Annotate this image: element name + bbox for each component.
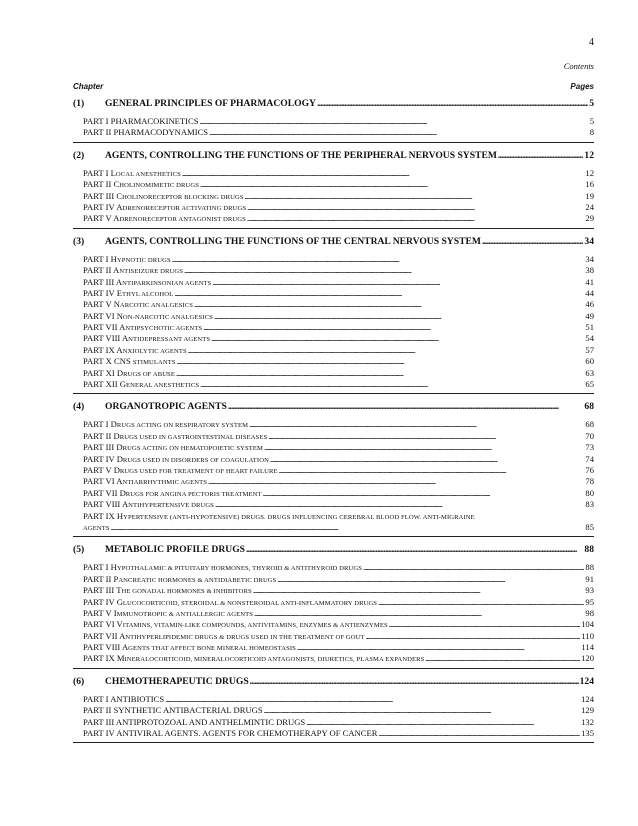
part-title-lead: PART II A [83,265,120,276]
dot-leader [172,254,585,264]
part-title [83,379,199,389]
part-title [83,322,202,332]
toc-part-entry[interactable] [73,431,594,442]
part-title-lead: PART IX H [83,510,124,521]
part-title [83,619,388,629]
toc-part-entry[interactable] [73,322,594,333]
chapter-title: AGENTS, CONTROLLING THE FUNCTIONS OF THE PERIPHERAL NERVOUS SYSTEM [105,149,497,161]
page-number: 4 [589,37,594,48]
dot-leader [211,333,584,343]
chapter-page-number: 124 [579,675,594,687]
part-title-rest: LUCOCORTICOID, STEROIDAL & NONSTEROIDAL ANTI-INFLAMMATORY DRUGS [122,599,378,607]
part-page-number: 85 [585,521,594,532]
part-title-lead: PART II PHARMACODYNAMICS [83,127,209,138]
part-title-lead: PART VII A [83,322,126,333]
part-title-rest: RUGS ACTING ON HEMATOPOIETIC SYSTEM [122,445,263,453]
toc-part-entry[interactable] [73,277,594,288]
dot-leader [245,191,585,201]
toc-part-entry[interactable] [73,574,594,585]
dot-leader [250,676,579,687]
toc-part-entry[interactable] [73,311,594,322]
toc-part-entry[interactable] [73,168,594,179]
part-title-rest: AGENTS [83,524,110,532]
toc-part-entry[interactable] [73,116,594,127]
part-title-lead: PART VII D [83,487,126,498]
part-title-rest: HOLINORECEPTOR BLOCKING DRUGS [122,193,244,201]
part-page-number: 57 [585,344,594,355]
toc-part-entry[interactable] [73,454,594,465]
part-title-rest: THYL ALCOHOL [121,290,174,298]
part-title-rest: NTISEIZURE DRUGS [119,268,183,276]
part-title-lead: PART V I [83,607,117,618]
part-page-number: 29 [585,213,594,224]
dot-leader [188,345,585,355]
part-title-rest: DRENORECEPTOR ACTIVATING DRUGS [122,204,247,212]
part-page-number: 70 [585,430,594,441]
dot-leader [378,597,584,607]
toc-part-entry[interactable] [73,265,594,276]
part-title [83,368,175,378]
part-page-number: 76 [585,464,594,475]
part-title-rest: NTIARRHYTHMIC AGENTS [122,479,208,487]
part-title-rest: ANCREATIC HORMONES & ANTIDIABETIC DRUGS [118,576,277,584]
part-title-rest: RUGS ACTING ON RESPIRATORY SYSTEM [116,422,249,430]
toc-part-entry[interactable] [73,705,594,716]
dot-leader [246,544,583,555]
toc-part-entry[interactable] [73,213,594,224]
dot-leader [200,116,589,126]
part-title-rest: ON-NARCOTIC ANALGESICS [122,313,213,321]
toc-part-entry[interactable] [73,419,594,430]
chapter-number: (3) [73,235,85,247]
part-title [83,311,213,321]
part-page-number: 114 [581,642,594,653]
part-page-number: 34 [585,253,594,264]
toc-chapter-section [73,98,594,143]
part-title [83,585,252,595]
dot-leader [363,562,584,572]
part-title [83,116,199,126]
toc-part-entry[interactable] [73,465,594,476]
dot-leader [212,277,584,287]
dot-leader [249,419,584,429]
chapter-heading-link[interactable] [73,401,594,415]
part-page-number: 54 [585,333,594,344]
part-title-lead: PART XI D [83,367,124,378]
toc-chapter-section [73,150,594,229]
part-title-rest: RUGS USED IN GASTROINTESTINAL DISEASES [119,433,268,441]
part-page-number: 38 [585,265,594,276]
part-page-number: 16 [585,179,594,190]
chapter-title: GENERAL PRINCIPLES OF PHARMACOLOGY [105,98,316,109]
toc-chapter-section [73,544,594,669]
toc-part-entry[interactable] [73,379,594,390]
toc-part-entry[interactable] [73,499,594,510]
dot-leader [297,642,581,652]
part-title-rest: ENERAL ANESTHETICS [125,382,200,390]
part-title-lead: PART VIII A [83,333,129,344]
part-title-rest: YPOTHALAMIC & PITUITARY HORMONES, THYROID & ANTITHYROID DRUGS [116,565,363,573]
part-title [83,431,267,441]
toc-part-entry[interactable] [73,191,594,202]
dot-leader [268,431,584,441]
chapter-page-number: 12 [584,149,594,161]
part-title [83,705,263,715]
dot-leader [177,356,585,366]
dot-leader [176,368,584,378]
dot-leader [247,202,584,212]
dot-leader [270,454,584,464]
part-page-number: 60 [585,356,594,367]
chapter-number: (1) [73,98,85,109]
dot-leader [200,179,584,189]
part-title-lead: PART II SYNTHETIC ANTIBACTERIAL DRUGS [83,705,263,716]
part-title [83,419,248,429]
chapter-page-number: 88 [584,544,594,556]
part-title-lead: PART VII A [83,630,126,641]
part-title [83,694,164,704]
dot-leader [498,150,583,161]
dot-leader [264,705,580,715]
part-title [83,168,181,178]
part-page-number: 44 [585,287,594,298]
part-title-lead: PART V N [83,299,120,310]
running-header: Contents [563,61,594,71]
part-title-lead: PART IV G [83,596,123,607]
part-page-number: 110 [581,630,594,641]
part-title-lead: PART V A [83,213,120,224]
chapter-number: (6) [73,675,85,687]
toc-part-entry[interactable] [73,288,594,299]
dot-leader [165,694,580,704]
dot-leader [264,442,584,452]
part-page-number: 93 [585,585,594,596]
part-title [83,631,365,641]
toc-part-entry[interactable] [73,597,594,608]
toc-part-entry[interactable] [73,442,594,453]
dot-leader [389,619,580,629]
part-page-number: 65 [585,379,594,390]
chapter-number: (5) [73,544,85,556]
part-title [83,454,269,464]
part-title [83,511,594,522]
part-title-rest: DRENORECEPTOR ANTAGONIST DRUGS [119,216,246,224]
chapter-column-header: Chapter [73,82,104,91]
part-title-rest: GENTS THAT AFFECT BONE MINERAL HOMEOSTASIS [128,645,296,653]
part-page-number: 98 [585,607,594,618]
table-of-contents [73,98,594,750]
part-title [83,488,262,498]
part-title [83,499,214,509]
part-title-lead: PART IX M [83,653,125,664]
part-title-lead: PART II D [83,430,120,441]
dot-leader [366,631,581,641]
part-page-number: 129 [581,705,594,716]
dot-leader [247,213,585,223]
part-title [83,213,246,223]
part-title [83,345,187,355]
part-page-number: 91 [585,573,594,584]
part-title-lead: PART X CNS [83,356,133,367]
part-title [83,191,244,201]
part-title-lead: PART III C [83,190,123,201]
toc-part-entry[interactable] [73,127,594,138]
dot-leader [317,98,588,109]
dot-leader [425,653,580,663]
dot-leader [214,311,585,321]
part-page-number: 49 [585,310,594,321]
toc-part-entry[interactable] [73,694,594,705]
part-title-lead: PART VIII A [83,499,129,510]
toc-part-entry[interactable] [73,488,594,499]
toc-chapter-section [73,401,594,537]
part-title-lead: PART IV D [83,453,123,464]
part-title [83,717,305,727]
dot-leader [174,288,584,298]
dot-leader [182,168,585,178]
chapter-heading-link[interactable] [73,98,594,112]
part-title [83,476,207,486]
part-title [83,608,253,618]
column-headers [73,82,594,91]
part-title-lead: PART II P [83,573,119,584]
toc-part-entry[interactable] [73,511,594,534]
part-page-number: 135 [581,728,594,739]
part-title-lead: PART IV E [83,287,122,298]
part-title [83,254,171,264]
dot-leader [194,299,584,309]
part-title-lead: PART VIII A [83,642,129,653]
part-title-lead: PART VI A [83,476,123,487]
part-title [83,127,208,137]
part-title-rest: NTIDEPRESSANT AGENTS [128,336,211,344]
part-title-rest: INERALOCORTICOID, MINERALOCORTICOID ANTAGONISTS, DIURETICS, PLASMA EXPANDERS [124,656,425,664]
part-title [83,562,362,572]
part-title [83,265,183,275]
dot-leader [482,236,583,247]
part-page-number: 12 [585,167,594,178]
toc-part-entry[interactable] [73,202,594,213]
part-title-lead: PART III ANTIPROTOZOAL AND ANTHELMINTIC DRUGS [83,716,306,727]
toc-part-entry[interactable] [73,642,594,653]
part-page-number: 78 [585,476,594,487]
part-title-rest: RUGS USED FOR TREATMENT OF HEART FAILURE [119,467,278,475]
toc-part-entry[interactable] [73,299,594,310]
part-title-lead: PART VI V [83,619,123,630]
chapter-heading-link[interactable] [73,676,594,690]
part-title-rest: NTIPARKINSONIAN AGENTS [122,279,212,287]
part-title-rest: RUGS OF ABUSE [123,370,175,378]
toc-part-entry[interactable] [73,333,594,344]
part-title [83,465,278,475]
dot-leader [209,127,589,137]
toc-part-entry[interactable] [73,179,594,190]
part-page-number: 19 [585,190,594,201]
part-page-number: 88 [585,562,594,573]
part-title-lead: PART I ANTIBIOTICS [83,693,165,704]
part-title-continuation [83,522,594,533]
part-page-number: 8 [589,127,594,138]
part-page-number: 80 [585,487,594,498]
part-page-number: 120 [581,653,594,664]
toc-part-entry[interactable] [73,476,594,487]
part-title [83,653,424,663]
part-title [83,288,173,298]
toc-part-entry[interactable] [73,345,594,356]
part-title-rest: OCAL ANESTHETICS [115,170,181,178]
part-title-rest: NTIPSYCHOTIC AGENTS [125,325,203,333]
toc-part-entry[interactable] [73,562,594,573]
toc-part-entry[interactable] [73,368,594,379]
dot-leader [111,522,585,532]
chapter-title: CHEMOTHERAPEUTIC DRUGS [105,675,249,687]
toc-part-entry[interactable] [73,254,594,265]
toc-part-entry[interactable] [73,631,594,642]
part-title-lead: PART III A [83,276,123,287]
part-title [83,356,176,366]
dot-leader [208,476,584,486]
dot-leader [263,488,585,498]
part-title-rest: YPNOTIC DRUGS [116,256,171,264]
part-title-lead: PART VI N [83,310,123,321]
dot-leader [228,401,584,412]
chapter-number: (2) [73,149,85,161]
part-title-lead: PART IV A [83,201,123,212]
part-title-lead: PART III T [83,585,122,596]
toc-part-entry[interactable] [73,608,594,619]
part-title-lead: PART II C [83,179,120,190]
pages-column-header: Pages [570,82,594,91]
part-title-lead: PART I H [83,253,117,264]
toc-chapter-section [73,236,594,395]
toc-part-entry[interactable] [73,728,594,739]
toc-part-entry[interactable] [73,717,594,728]
part-title-lead: PART III D [83,442,123,453]
chapter-title: METABOLIC PROFILE DRUGS [105,544,246,556]
part-title [83,333,210,343]
part-page-number: 83 [585,499,594,510]
part-title-rest: HE GONADAL HORMONES & INHIBITORS [121,588,252,596]
part-page-number: 104 [581,619,594,630]
part-page-number: 68 [585,419,594,430]
chapter-page-number: 68 [584,401,594,413]
part-page-number: 46 [585,299,594,310]
dot-leader [277,574,584,584]
part-title-rest: ARCOTIC ANALGESICS [119,302,193,310]
part-title [83,277,211,287]
chapter-title: ORGANOTROPIC AGENTS [105,401,227,413]
part-page-number: 124 [581,693,594,704]
part-page-number: 24 [585,201,594,212]
chapter-heading-link[interactable] [73,236,594,250]
part-title-lead: PART I D [83,419,117,430]
part-title-rest: NXIOLYTIC AGENTS [122,347,187,355]
chapter-number: (4) [73,401,85,413]
dot-leader [184,265,584,275]
part-title [83,728,378,738]
part-title-lead: PART V D [83,464,120,475]
part-title-rest: NTIHYPERTENSIVE DRUGS [128,502,214,510]
part-title-lead: PART IX A [83,344,123,355]
part-title [83,179,199,189]
dot-leader [203,322,584,332]
chapter-title: AGENTS, CONTROLLING THE FUNCTIONS OF THE CENTRAL NERVOUS SYSTEM [105,235,481,247]
part-title-lead: PART XII G [83,379,126,390]
part-title [83,597,377,607]
chapter-heading-link[interactable] [73,150,594,164]
toc-part-entry[interactable] [73,653,594,664]
part-title [83,202,246,212]
part-title-lead: PART I L [83,167,116,178]
dot-leader [215,499,584,509]
part-page-number: 74 [585,453,594,464]
part-page-number: 73 [585,442,594,453]
part-title-rest: NTIHYPERLIPIDEMIC DRUGS & DRUGS USED IN THE TREATMENT OF GOUT [125,633,365,641]
toc-part-entry[interactable] [73,356,594,367]
chapter-page-number: 34 [584,235,594,247]
part-page-number: 5 [589,116,594,126]
part-page-number: 132 [581,716,594,727]
part-title-rest: STIMULANTS [132,359,176,367]
part-title-lead: PART I PHARMACOKINETICS [83,116,199,126]
chapter-heading-link[interactable] [73,544,594,558]
dot-leader [379,728,581,738]
part-title-rest: YPERTENSIVE (ANTI-HYPOTENSIVE) DRUGS. DRUGS INFLUENCING CEREBRAL BLOOD FLOW. ANTI-MIGRAINE [123,513,475,521]
part-title-rest: RUGS USED IN DISORDERS OF COAGULATION [122,456,269,464]
dot-leader [200,379,584,389]
part-title [83,642,296,652]
toc-chapter-section [73,676,594,744]
dot-leader [306,717,580,727]
part-title-rest: MMUNOTROPIC & ANTIALLERGIC AGENTS [116,610,254,618]
part-title [83,574,276,584]
dot-leader [279,465,585,475]
part-page-number: 95 [585,596,594,607]
part-title-rest: HOLINOMIMETIC DRUGS [119,182,200,190]
part-title [83,299,193,309]
part-title-lead: PART IV ANTIVIRAL AGENTS. AGENTS FOR CHEMOTHERAPY OF CANCER [83,728,378,739]
part-page-number: 41 [585,276,594,287]
toc-part-entry[interactable] [73,619,594,630]
part-title-rest: ITAMINS, VITAMIN-LIKE COMPOUNDS, ANTIVITAMINS, ENZYMES & ANTIENZYMES [122,622,388,630]
chapter-page-number: 5 [589,98,594,109]
dot-leader [253,585,585,595]
part-title [83,442,263,452]
part-page-number: 63 [585,367,594,378]
part-title-rest: RUGS FOR ANGINA PECTORIS TREATMENT [125,490,262,498]
toc-part-entry[interactable] [73,585,594,596]
dot-leader [254,608,584,618]
part-page-number: 51 [585,322,594,333]
part-title-lead: PART I H [83,562,117,573]
